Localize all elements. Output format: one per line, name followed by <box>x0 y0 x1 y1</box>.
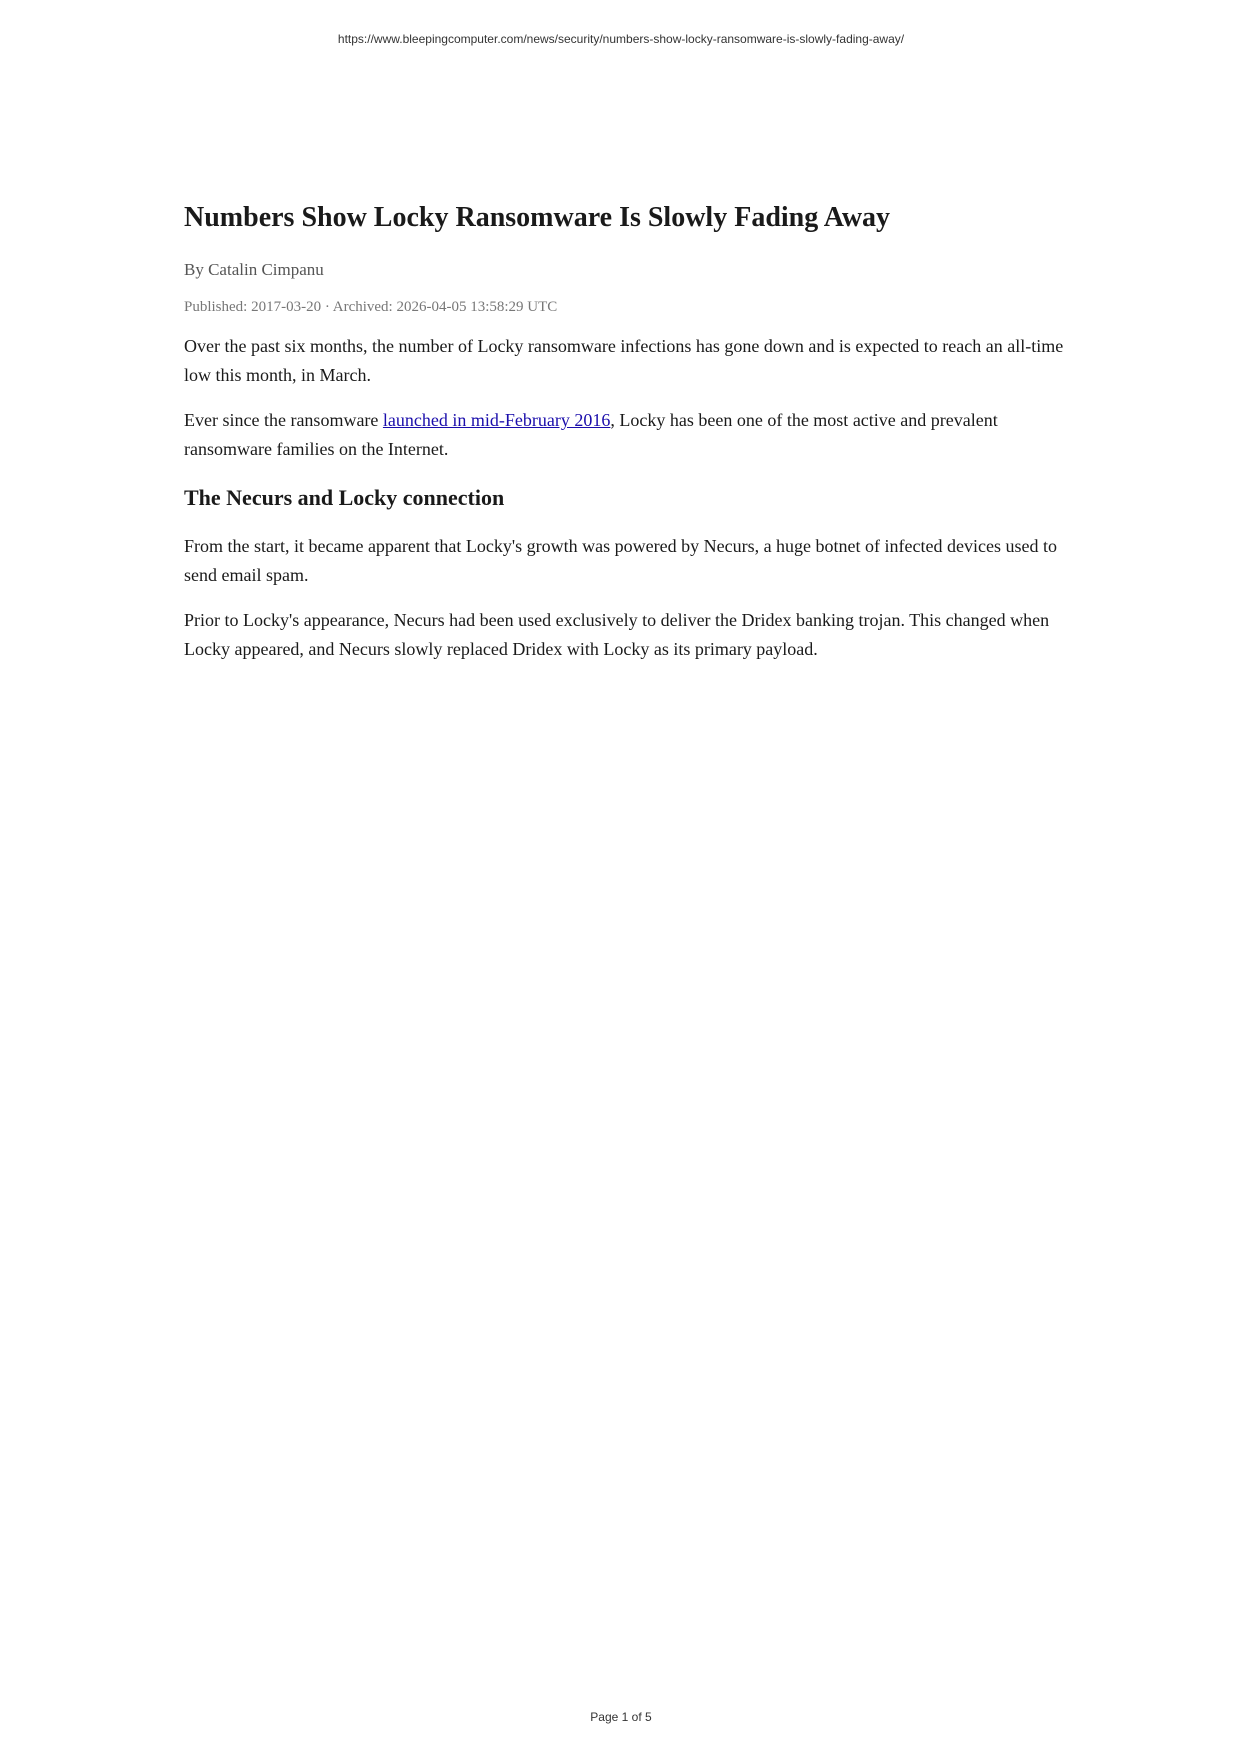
article-paragraph-2 <box>184 406 1064 464</box>
article-paragraph-1: Over the past six months, the number of Locky ransomware infections has gone down and is expected to reach an all-time low this month, in March. <box>184 336 1064 385</box>
article-paragraph-4: Prior to Locky's appearance, Necurs had been used exclusively to deliver the Dridex banking trojan. This changed when Locky appeared, and Necurs slowly replaced Dridex with Locky as its primary payload. <box>184 610 1050 659</box>
article-paragraph-3: From the start, it became apparent that Locky's growth was powered by Necurs, a huge botnet of infected devices used to send email spam. <box>184 536 1057 585</box>
page-number: Page 1 of 5 <box>590 1710 652 1724</box>
paragraph-2-text-after: , Locky has been one of the most active and prevalent ransomware families on the Internet. <box>184 410 998 459</box>
article-byline: By Catalin Cimpanu <box>184 260 324 279</box>
article-meta: Published: 2017-03-20 · Archived: 2026-04-05 13:58:29 UTC <box>184 299 558 315</box>
section-heading: The Necurs and Locky connection <box>184 485 505 510</box>
launch-date-link[interactable]: launched in mid-February 2016 <box>382 410 611 430</box>
article <box>184 198 1064 664</box>
page-header-url: https://www.bleepingcomputer.com/news/security/numbers-show-locky-ransomware-is-slowly-fading-away/ <box>337 32 905 46</box>
paragraph-2-text-before: Ever since the ransomware <box>184 410 383 430</box>
article-title: Numbers Show Locky Ransomware Is Slowly Fading Away <box>184 202 891 233</box>
